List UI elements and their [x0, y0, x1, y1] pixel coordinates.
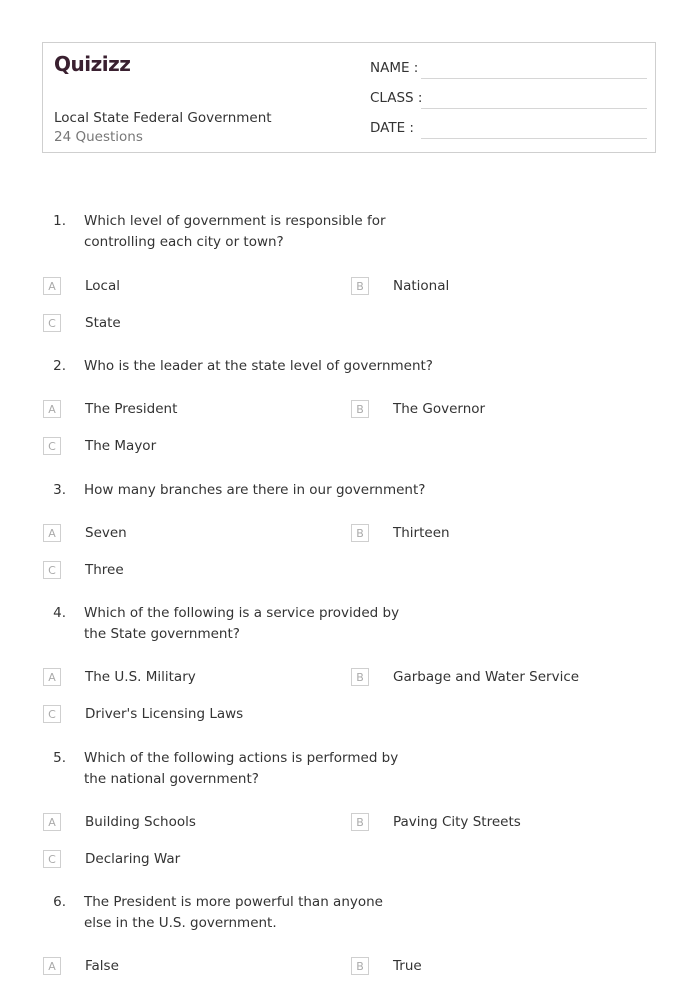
option-letter-box: A — [43, 277, 61, 295]
option-letter-box: B — [351, 957, 369, 975]
option-letter-box: A — [43, 957, 61, 975]
worksheet-title: Local State Federal Government — [54, 110, 272, 126]
question-number: 3. — [53, 482, 66, 498]
option-letter-box: C — [43, 705, 61, 723]
option-text: The Governor — [393, 401, 486, 417]
option-letter-box: B — [351, 524, 369, 542]
question-text: Who is the leader at the state level of government? — [84, 358, 433, 374]
option-text: Local — [85, 278, 120, 294]
option-text: Garbage and Water Service — [393, 669, 580, 685]
name-line[interactable] — [421, 78, 647, 79]
question-number: 6. — [53, 894, 66, 910]
option-letter-box: B — [351, 277, 369, 295]
option-text: National — [393, 278, 450, 294]
option-letter-box: B — [351, 400, 369, 418]
date-label: DATE : — [370, 120, 414, 136]
question-text: How many branches are there in our government? — [84, 482, 426, 498]
option-text: False — [85, 958, 119, 974]
option-text: The President — [85, 401, 178, 417]
option-letter-box: A — [43, 668, 61, 686]
date-line[interactable] — [421, 138, 647, 139]
option-text: The Mayor — [85, 438, 157, 454]
option-text: Building Schools — [85, 814, 196, 830]
option-text: Driver's Licensing Laws — [85, 706, 244, 722]
question-text: Which level of government is responsible for controlling each city or town? — [84, 213, 386, 250]
question-number: 4. — [53, 605, 66, 621]
option-text: True — [393, 958, 422, 974]
name-label: NAME : — [370, 60, 419, 76]
option-letter-box: B — [351, 668, 369, 686]
quizizz-logo: Quizizz — [54, 52, 131, 76]
question-text: Which of the following is a service provided by the State government? — [84, 605, 400, 642]
option-text: The U.S. Military — [85, 669, 196, 685]
option-letter-box: C — [43, 850, 61, 868]
option-letter-box: C — [43, 314, 61, 332]
question-count: 24 Questions — [54, 129, 143, 145]
question-number: 1. — [53, 213, 66, 229]
option-text: Three — [85, 562, 124, 578]
option-letter-box: A — [43, 400, 61, 418]
question-text: Which of the following actions is performed by the national government? — [84, 750, 399, 787]
option-letter-box: C — [43, 437, 61, 455]
option-letter-box: B — [351, 813, 369, 831]
class-label: CLASS : — [370, 90, 423, 106]
worksheet-header — [42, 42, 656, 153]
option-text: Thirteen — [393, 525, 450, 541]
option-text: Declaring War — [85, 851, 181, 867]
class-line[interactable] — [421, 108, 647, 109]
option-letter-box: A — [43, 813, 61, 831]
option-letter-box: A — [43, 524, 61, 542]
question-text: The President is more powerful than anyone else in the U.S. government. — [84, 894, 383, 931]
option-letter-box: C — [43, 561, 61, 579]
question-number: 2. — [53, 358, 66, 374]
option-text: State — [85, 315, 121, 331]
option-text: Seven — [85, 525, 127, 541]
option-text: Paving City Streets — [393, 814, 521, 830]
question-number: 5. — [53, 750, 66, 766]
